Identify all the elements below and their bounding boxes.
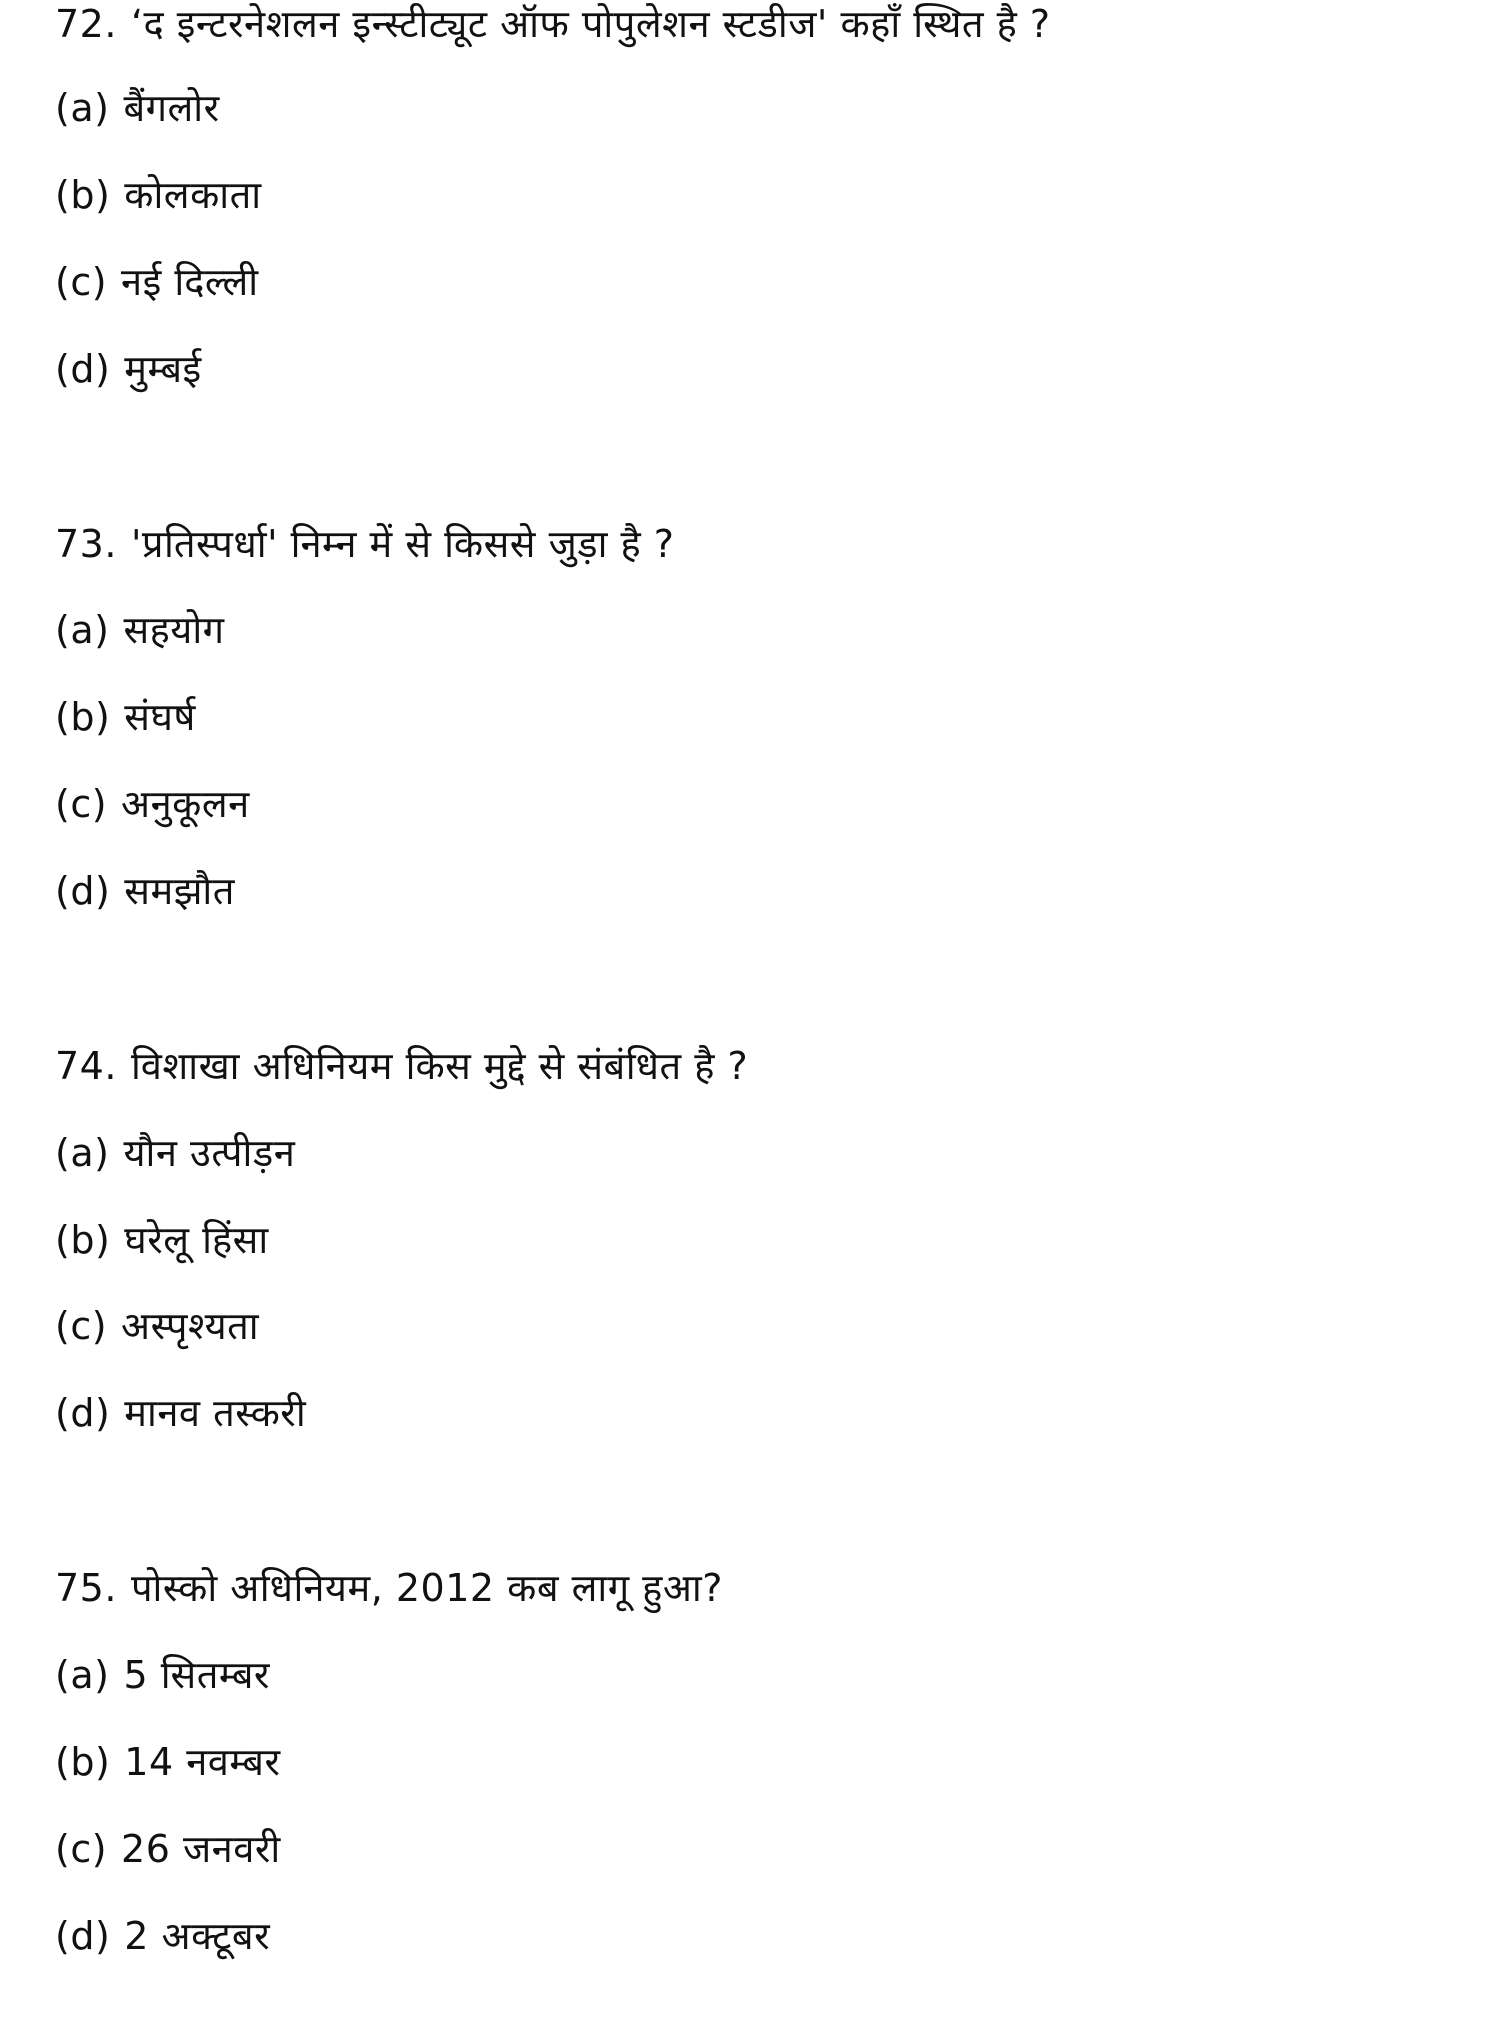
- option-75-c: [55, 1825, 281, 1873]
- option-73-c: [55, 780, 250, 828]
- option-72-d: [55, 345, 202, 393]
- option-72-c: [55, 258, 259, 306]
- option-label: (b): [55, 1740, 111, 1784]
- option-text: अस्पृश्यता: [121, 1304, 260, 1348]
- option-label: (d): [55, 869, 111, 913]
- option-label: (d): [55, 347, 111, 391]
- option-74-a: [55, 1129, 295, 1177]
- option-text: नई दिल्ली: [121, 260, 259, 304]
- question-number: 75.: [55, 1566, 117, 1610]
- question-number: 73.: [55, 522, 117, 566]
- option-72-b: [55, 171, 262, 219]
- option-75-d: [55, 1912, 270, 1960]
- option-label: (b): [55, 173, 111, 217]
- option-label: (c): [55, 260, 108, 304]
- option-label: (a): [55, 86, 110, 130]
- option-text: समझौत: [124, 869, 235, 913]
- option-73-d: [55, 867, 235, 915]
- option-label: (c): [55, 1304, 108, 1348]
- option-text: घरेलू हिंसा: [124, 1218, 269, 1262]
- option-text: यौन उत्पीड़न: [123, 1131, 296, 1175]
- question-number: 72.: [55, 2, 117, 46]
- question-75: [55, 1564, 723, 1612]
- option-text: मानव तस्करी: [124, 1391, 307, 1435]
- option-text: संघर्ष: [124, 695, 196, 739]
- option-text: 5 सितम्बर: [123, 1653, 270, 1697]
- option-text: 2 अक्टूबर: [124, 1914, 271, 1958]
- option-label: (c): [55, 782, 108, 826]
- question-72: [55, 0, 1051, 48]
- option-label: (b): [55, 695, 111, 739]
- question-text: ‘द इन्टरनेशलन इन्स्टीट्यूट ऑफ पोपुलेशन स्टडीज' कहाँ स्थित है ?: [130, 2, 1051, 46]
- option-text: अनुकूलन: [121, 782, 250, 826]
- option-75-b: [55, 1738, 281, 1786]
- option-label: (a): [55, 608, 110, 652]
- option-74-d: [55, 1389, 306, 1437]
- option-74-b: [55, 1216, 269, 1264]
- option-72-a: [55, 84, 220, 132]
- question-number: 74.: [55, 1044, 117, 1088]
- option-label: (c): [55, 1827, 108, 1871]
- question-74: [55, 1042, 748, 1090]
- option-75-a: [55, 1651, 270, 1699]
- option-74-c: [55, 1302, 259, 1350]
- option-73-a: [55, 606, 225, 654]
- option-label: (d): [55, 1914, 111, 1958]
- option-text: सहयोग: [123, 608, 225, 652]
- option-label: (b): [55, 1218, 111, 1262]
- option-73-b: [55, 693, 196, 741]
- option-label: (d): [55, 1391, 111, 1435]
- option-text: कोलकाता: [124, 173, 262, 217]
- question-text: 'प्रतिस्पर्धा' निम्न में से किससे जुड़ा है ?: [130, 522, 675, 566]
- option-text: 26 जनवरी: [121, 1827, 281, 1871]
- option-label: (a): [55, 1653, 110, 1697]
- option-text: मुम्बई: [124, 347, 202, 391]
- option-label: (a): [55, 1131, 110, 1175]
- option-text: बैंगलोर: [123, 86, 220, 130]
- question-text: पोस्को अधिनियम, 2012 कब लागू हुआ?: [130, 1566, 723, 1610]
- question-73: [55, 520, 674, 568]
- option-text: 14 नवम्बर: [124, 1740, 281, 1784]
- question-text: विशाखा अधिनियम किस मुद्दे से संबंधित है ?: [130, 1044, 749, 1088]
